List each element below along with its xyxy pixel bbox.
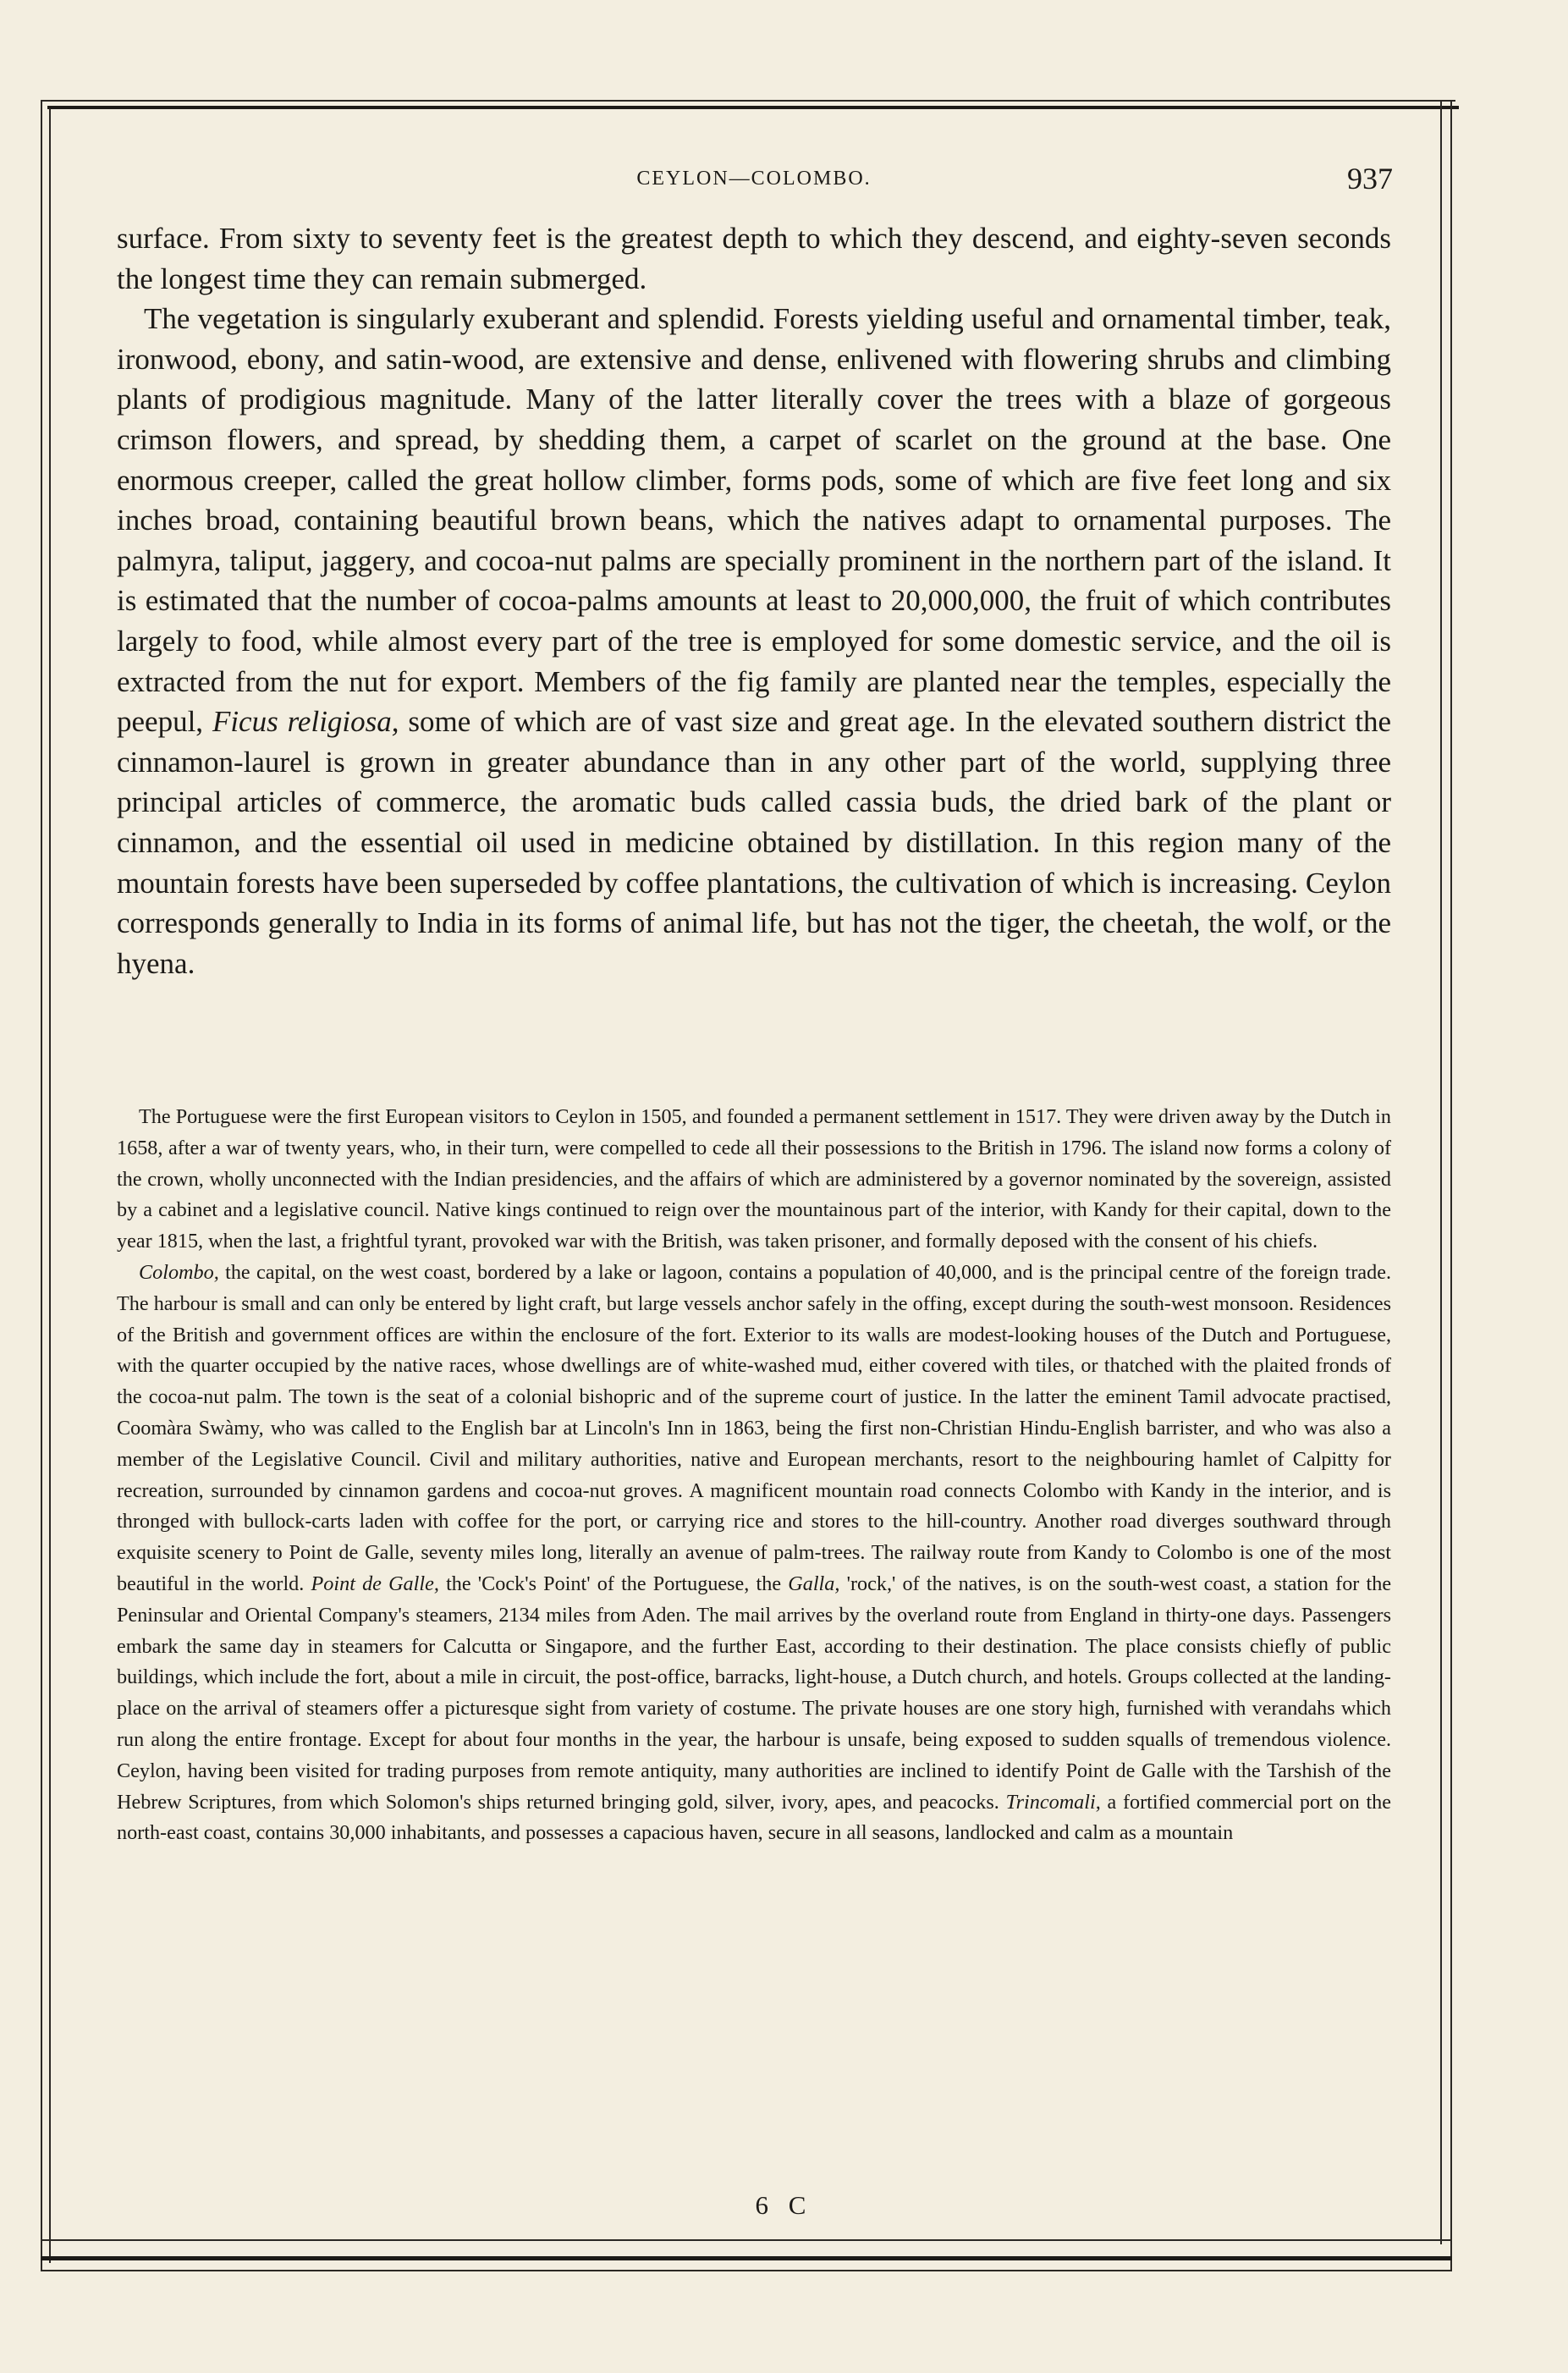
italic-place-name: Point de Galle, <box>311 1572 439 1595</box>
top-border-line <box>41 100 1455 102</box>
running-head <box>115 161 1393 203</box>
top-border-rule <box>47 106 1459 109</box>
running-title: CEYLON—COLOMBO. <box>636 168 872 190</box>
left-inner-border-line <box>49 108 51 2263</box>
italic-term: Ficus religiosa, <box>212 705 399 739</box>
main-paragraph <box>117 299 1391 983</box>
right-border-line <box>1450 100 1452 2271</box>
left-border-line <box>41 100 42 2271</box>
italic-place-name: Trincomali, <box>1005 1790 1101 1814</box>
main-text-run: some of which are of vast size and great age. In the elevated southern district the cinnamon-laurel is grown in greater abundance than in any other part of the world, supplying three principal articles of commerce, the aromatic buds called cassia buds, the dried bark of the plant or cinnamon, and the essential oil used in medicine obtained by distillation. In this region many of the mountain forests have been superseded by coffee plantations, the cultivation of which is increasing. Ceylon corresponds generally to India in its forms of animal life, but has not the tiger, the cheetah, the wolf, or the hyena. <box>117 705 1391 980</box>
note-paragraph: The Portuguese were the first European visitors to Ceylon in 1505, and founded a permanent settlement in 1517. They were driven away by the Dutch in 1658, after a war of twenty years, who, in their turn, were compelled to cede all their possessions to the British in 1796. The island now forms a colony of the crown, wholly unconnected with the Indian presidencies, and the affairs of which are administered by a governor nominated by the sovereign, assisted by a cabinet and a legislative council. Native kings continued to reign over the mountainous part of the interior, with Kandy for their capital, down to the year 1815, when the last, a frightful tyrant, provoked war with the British, was taken prisoner, and formally deposed with the consent of his chiefs. <box>117 1105 1391 1253</box>
signature-mark: 6 C <box>755 2190 813 2220</box>
bottom-inner-border-line <box>41 2239 1452 2241</box>
main-body-text <box>117 218 1391 983</box>
italic-place-name: Colombo, <box>139 1260 219 1284</box>
right-inner-border-line <box>1440 100 1442 2244</box>
main-paragraph: surface. From sixty to seventy feet is the greatest depth to which they descend, and eighty-seven seconds the longest time they can remain submerged. <box>117 222 1391 295</box>
main-text-run: The vegetation is singularly exuberant and splendid. Forests yielding useful and ornamental timber, teak, ironwood, ebony, and satin-wood, are extensive and dense, enlivened with flowering shrubs and climbing plants of prodigious magnitude. Many of the latter literally cover the trees with a blaze of gorgeous crimson flowers, and spread, by shedding them, a carpet of scarlet on the ground at the base. One enormous creeper, called the great hollow climber, forms pods, some of which are five feet long and six inches broad, containing beautiful brown beans, which the natives adapt to ornamental purposes. The palmyra, taliput, jaggery, and cocoa-nut palms are specially prominent in the northern part of the island. It is estimated that the number of cocoa-palms amounts at least to 20,000,000, the fruit of which contributes largely to food, while almost every part of the tree is employed for some domestic service, and the oil is extracted from the nut for export. Members of the fig family are planted near the temples, especially the peepul, <box>117 302 1391 739</box>
note-text-run: the capital, on the west coast, bordered by a lake or lagoon, contains a population of 40,000, and is the principal centre of the foreign trade. The harbour is small and can only be entered by light craft, but large vessels anchor safely in the offing, except during the south-west monsoon. Residences of the British and government offices are within the enclosure of the fort. Exterior to its walls are modest-looking houses of the Dutch and Portuguese, with the quarter occupied by the native races, whose dwellings are of white-washed mud, either covered with tiles, or thatched with the plaited fronds of the cocoa-nut palm. The town is the seat of a colonial bishopric and of the supreme court of justice. In the latter the eminent Tamil advocate practised, Coomàra Swàmy, who was called to the English bar at Lincoln's Inn in 1863, being the first non-Christian Hindu-English barrister, and who was also a member of the Legislative Council. Civil and military authorities, native and European merchants, resort to the neighbouring hamlet of Calpitty for recreation, surrounded by cinnamon gardens and cocoa-nut groves. A magnificent mountain road connects Colombo with Kandy in the interior, and is thronged with bullock-carts laden with coffee for the port, or carrying rice and stores to the hill-country. Another road diverges southward through exquisite scenery to Point de Galle, seventy miles long, literally an avenue of palm-trees. The railway route from Kandy to Colombo is one of the most beautiful in the world. <box>117 1260 1392 1595</box>
bottom-border-rule <box>41 2256 1452 2260</box>
note-text-run: the 'Cock's Point' of the Portuguese, the <box>446 1572 782 1595</box>
note-text-run: a fortified commercial port on the north-east coast, contains 30,000 inhabitants, and possesses a capacious haven, secure in all seasons, landlocked and calm as a mountain <box>117 1790 1391 1845</box>
italic-term: Galla, <box>788 1572 840 1595</box>
note-paragraph <box>117 1258 1391 1849</box>
page-number: 937 <box>1347 162 1393 195</box>
small-print-text <box>117 1102 1391 1849</box>
bottom-border-line <box>41 2270 1452 2271</box>
note-text-run: 'rock,' of the natives, is on the south-west coast, a station for the Peninsular and Oriental Company's steamers, 2134 miles from Aden. The mail arrives by the overland route from England in thirty-one days. Passengers embark the same day in steamers for Calcutta or Singapore, and the further East, according to their destination. The place consists chiefly of public buildings, which include the fort, about a mile in circuit, the post-office, barracks, light-house, a Dutch church, and hotels. Groups collected at the landing-place on the arrival of steamers offer a picturesque sight from variety of costume. The private houses are one story high, furnished with verandahs which run along the entire frontage. Except for about four months in the year, the harbour is unsafe, being exposed to sudden squalls of tremendous violence. Ceylon, having been visited for trading purposes from remote antiquity, many authorities are inclined to identify Point de Galle with the Tarshish of the Hebrew Scriptures, from which Solomon's ships returned bringing gold, silver, ivory, apes, and peacocks. <box>117 1572 1392 1814</box>
